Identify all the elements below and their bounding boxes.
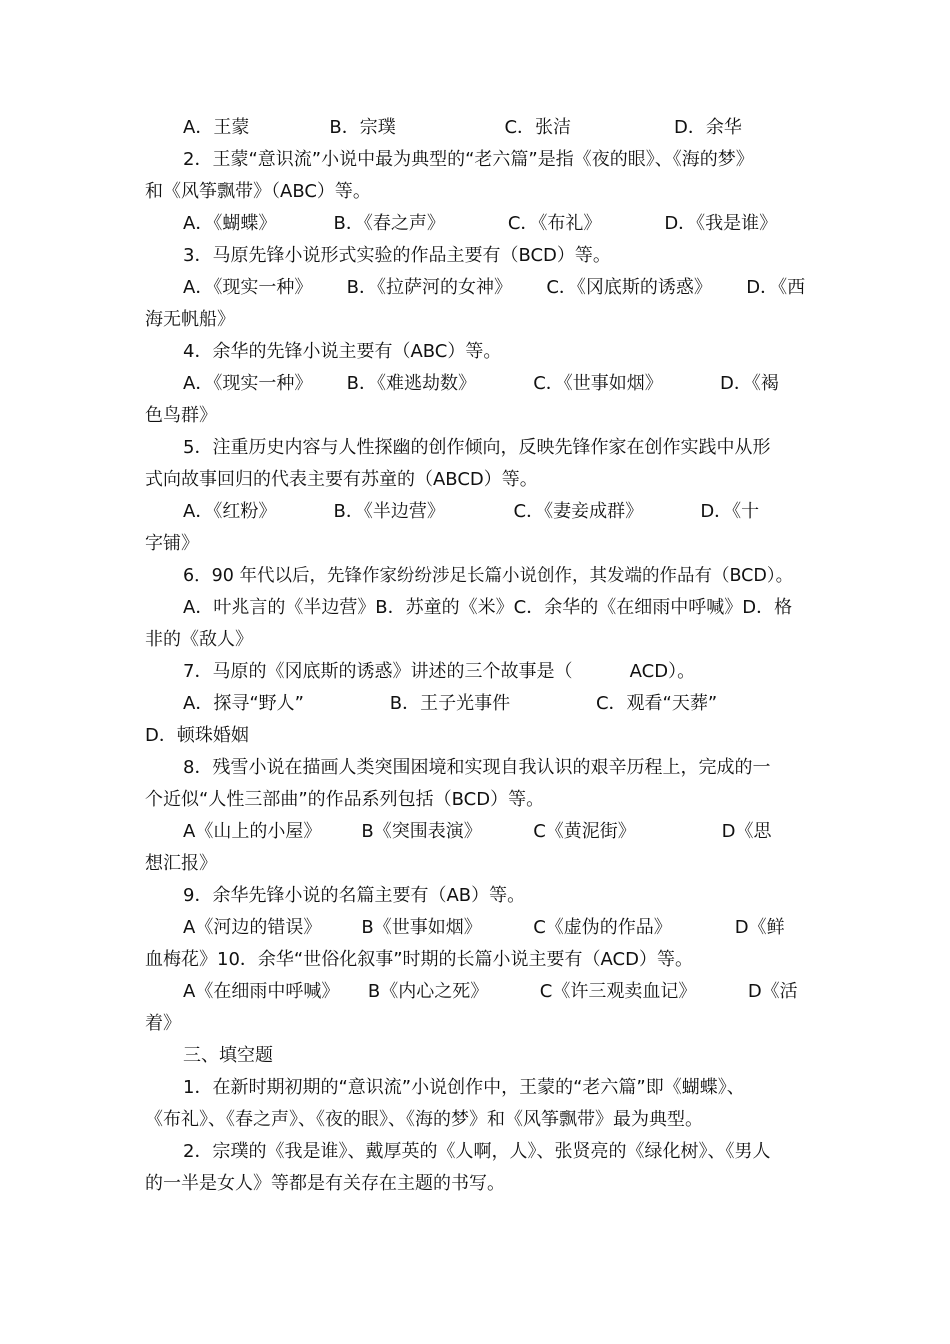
q4-text: 4．余华的先锋小说主要有（ABC）等。 — [183, 341, 502, 362]
q8-text-cont: 个近似“人性三部曲”的作品系列包括（BCD）等。 — [145, 789, 545, 810]
q2-text-cont: 和《风筝飘带》（ABC）等。 — [145, 181, 371, 202]
q4-options: A．《现实一种》 B．《难逃劫数》 C．《世事如烟》 D．《褐 — [183, 373, 779, 394]
q9-text: 9．余华先锋小说的名篇主要有（AB）等。 — [183, 885, 526, 906]
fill2-text: 2．宗璞的《我是谁》、戴厚英的《人啊，人》、张贤亮的《绿化树》、《男人 — [183, 1141, 771, 1162]
q8-text: 8．残雪小说在描画人类突围困境和实现自我认识的艰辛历程上，完成的一 — [183, 757, 771, 778]
q3-text: 3．马原先锋小说形式实验的作品主要有（BCD）等。 — [183, 245, 611, 266]
q7-options-cont: D．顿珠婚姻 — [145, 725, 249, 746]
q10-options: A《在细雨中呼喊》 B《内心之死》 C《许三观卖血记》 D《活 — [183, 981, 798, 1002]
q2-text: 2．王蒙“意识流”小说中最为典型的“老六篇”是指《夜的眼》、《海的梦》 — [183, 149, 754, 170]
fill2-text-cont: 的一半是女人》等都是有关存在主题的书写。 — [145, 1173, 505, 1194]
q3-options: A．《现实一种》 B．《拉萨河的女神》 C．《冈底斯的诱惑》 D．《西 — [183, 277, 806, 298]
q5-text: 5．注重历史内容与人性探幽的创作倾向，反映先锋作家在创作实践中从形 — [183, 437, 771, 458]
fill1-text-cont: 《布礼》、《春之声》、《夜的眼》、《海的梦》和《风筝飘带》最为典型。 — [145, 1109, 703, 1130]
q6-text: 6．90 年代以后，先锋作家纷纷涉足长篇小说创作，其发端的作品有（BCD）。 — [183, 566, 794, 586]
section-heading: 三、填空题 — [183, 1045, 273, 1066]
q8-options: A《山上的小屋》 B《突围表演》 C《黄泥街》 D《思 — [183, 821, 772, 842]
q7-options: A．探寻“野人” B．王子光事件 C．观看“天葬” — [183, 693, 718, 714]
q7-text: 7．马原的《冈底斯的诱惑》讲述的三个故事是（ ACD）。 — [183, 661, 696, 682]
q6-options-cont: 非的《敌人》 — [145, 629, 253, 650]
q2-options: A．《蝴蝶》 B．《春之声》 C．《布礼》 D．《我是谁》 — [183, 213, 778, 234]
q1-options: A．王蒙 B．宗璞 C．张洁 D．余华 — [183, 117, 742, 138]
q8-options-cont: 想汇报》 — [145, 853, 217, 874]
q5-options-cont: 字铺》 — [145, 533, 199, 554]
q5-options: A．《红粉》 B．《半边营》 C．《妻妾成群》 D．《十 — [183, 501, 760, 522]
q10-options-cont: 着》 — [145, 1013, 181, 1034]
q5-text-cont: 式向故事回归的代表主要有苏童的（ABCD）等。 — [145, 469, 538, 490]
fill1-text: 1．在新时期初期的“意识流”小说创作中，王蒙的“老六篇”即《蝴蝶》、 — [183, 1077, 745, 1098]
q9-q10-line: 血梅花》10．余华“世俗化叙事”时期的长篇小说主要有（ACD）等。 — [145, 949, 693, 970]
q4-options-cont: 色鸟群》 — [145, 405, 217, 426]
q6-options: A．叶兆言的《半边营》B．苏童的《米》C．余华的《在细雨中呼喊》D．格 — [183, 597, 793, 618]
q3-options-cont: 海无帆船》 — [145, 309, 235, 330]
q9-options: A《河边的错误》 B《世事如烟》 C《虚伪的作品》 D《鲜 — [183, 917, 785, 938]
